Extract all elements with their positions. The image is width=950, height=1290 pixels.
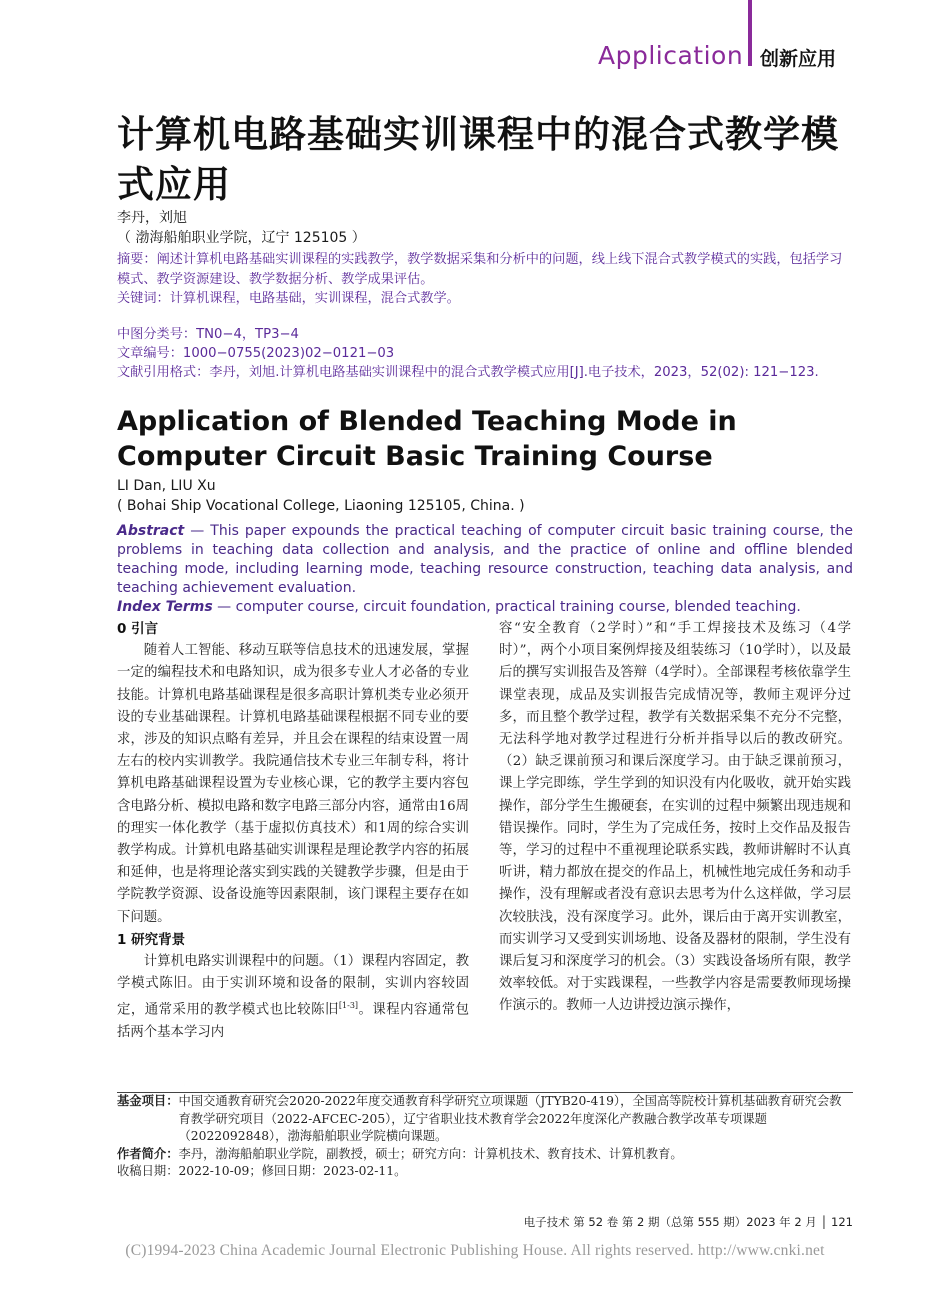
received-dates: 收稿日期：2022-10-09；修回日期：2023-02-11。 — [117, 1164, 407, 1178]
paragraph-background-text: 计算机电路实训课程中的问题。（1）课程内容固定，教学模式陈旧。由于实训环境和设备的限制，实训内容较固定，通常采用的教学模式也比较陈旧 — [117, 954, 469, 1018]
authors-cn: 李丹，刘旭 — [117, 210, 187, 226]
funding-text: 中国交通教育研究会2020-2022年度交通教育科学研究立项课题（JTYB20-419），全国高等院校计算机基础教育研究会教育教学研究项目（2022-AFCEC-205），辽宁省职业技术教育学会2022年度深化产教融合教学改革专项课题（2022092848），渤海船舶职业学院横向课题。 — [178, 1094, 842, 1143]
abstract-cn-label: 摘要： — [117, 252, 157, 267]
abstract-en-text: — This paper expounds the practical teaching of computer circuit basic training course, the problems in teaching data collection and analysis, and the practice of online and offline blended teaching mode, including learning mode, teaching resource construction, teaching data analysis, and teaching achievement evaluation. — [117, 523, 853, 596]
funding-note — [117, 1093, 853, 1146]
paragraph-continued: 容“安全教育（2学时）”和“手工焊接技术及练习（4学时）”，两个小项目案例焊接及组装练习（10学时），以及最后的撰写实训报告及答辩（4学时）。全部课程考核依靠学生课堂表现，成品及实训报告完成情况等，教师主观评分过多，而且整个教学过程，教学有关数据采集不充分不完整，无法科学地对教学过程进行分析并指导以后的教改研究。（2）缺乏课前预习和课后深度学习。由于缺乏课前预习，课上学完即练，学生学到的知识没有内化吸收，就开始实践操作，部分学生生搬硬套，在实训的过程中频繁出现违规和错误操作。同时，学生为了完成任务，按时上交作品及报告等，学习的过程中不重视理论联系实践，教师讲解时不认真听讲，精力都放在提交的作品上，机械性地完成任务和动手操作，没有理解或者没有意识去思考为什么这样做，学习层次较肤浅，没有深度学习。此外，课后由于离开实训教室，而实训学习又受到实训场地、设备及器材的限制，学生没有课后复习和深度学习的机会。（3）实践设备场所有限，教学效率较低。对于实践课程，一些教学内容是需要教师现场操作演示的。教师一人边讲授边演示操作， — [499, 621, 851, 1014]
abstract-en — [117, 522, 853, 598]
reference-marker: [1-3] — [338, 1001, 359, 1011]
paragraph-background — [117, 951, 469, 1044]
body-column-left — [117, 618, 469, 1044]
affiliation-en: ( Bohai Ship Vocational College, Liaoning 125105, China. ) — [117, 498, 525, 514]
body-column-right — [499, 618, 851, 1018]
journal-footer: 电子技术 第 52 卷 第 2 期（总第 555 期）2023 年 2 月 │ 121 — [523, 1215, 853, 1229]
section-heading-1: 1 研究背景 — [117, 931, 186, 948]
header-accent-bar — [748, 0, 752, 66]
copyright-watermark: (C)1994-2023 China Academic Journal Electronic Publishing House. All rights reserved. http://www.cnki.net — [125, 1242, 825, 1259]
author-note — [117, 1146, 853, 1164]
article-title-en: Application of Blended Teaching Mode in Computer Circuit Basic Training Course — [117, 406, 737, 472]
funding-label: 基金项目： — [117, 1094, 179, 1108]
section-heading-0: 0 引言 — [117, 621, 159, 637]
keywords-cn — [117, 289, 853, 309]
abstract-cn-text: 阐述计算机电路基础实训课程的实践教学，教学数据采集和分析中的问题，线上线下混合式教学模式的实践，包括学习模式、教学资源建设、教学数据分析、教学成果评估。 — [117, 252, 843, 287]
keywords-cn-label: 关键词： — [117, 291, 170, 306]
footnotes — [117, 1093, 853, 1181]
citation-format: 文献引用格式：李丹，刘旭.计算机电路基础实训课程中的混合式教学模式应用[J].电子技术，2023，52(02): 121−123. — [117, 365, 819, 381]
keywords-cn-text: 计算机课程，电路基础，实训课程，混合式教学。 — [169, 291, 460, 306]
index-terms-label: Index Terms — [117, 599, 213, 615]
abstract-cn — [117, 250, 853, 289]
section-label-cn: 创新应用 — [760, 48, 837, 70]
article-number: 文章编号：1000−0755(2023)02−0121−03 — [117, 346, 395, 362]
author-bio-label: 作者简介： — [117, 1146, 179, 1161]
article-meta — [117, 325, 853, 383]
article-title-cn: 计算机电路基础实训课程中的混合式教学模式应用 — [117, 113, 839, 206]
abstract-en-label: Abstract — [117, 523, 185, 539]
index-terms — [117, 598, 853, 617]
section-label-en: Application — [598, 41, 744, 70]
clc-number: 中图分类号：TN0−4，TP3−4 — [117, 327, 299, 342]
paragraph-intro: 随着人工智能、移动互联等信息技术的迅速发展，掌握一定的编程技术和电路知识，成为很多专业人才必备的专业技能。计算机电路基础课程是很多高职计算机类专业必须开设的专业基础课程。计算机电路基础课程根据不同专业的要求，涉及的知识点略有差异，并且会在课程的结束设置一周左右的校内实训教学。我院通信技术专业三年制专科，将计算机电路基础课程设置为专业核心课，它的教学主要内容包含电路分析、模拟电路和数字电路三部分内容，通常由16周的理实一体化教学（基于虚拟仿真技术）和1周的综合实训教学构成。计算机电路基础实训课程是理论教学内容的拓展和延伸，也是将理论落实到实践的关键教学步骤，但是由于学院教学资源、设备设施等因素限制，该门课程主要存在如下问题。 — [117, 643, 469, 925]
index-terms-text: — computer course, circuit foundation, practical training course, blended teaching. — [212, 599, 801, 615]
authors-en: LI Dan, LIU Xu — [117, 478, 216, 494]
author-bio-text: 李丹，渤海船舶职业学院，副教授，硕士；研究方向：计算机技术、教育技术、计算机教育。 — [178, 1146, 683, 1161]
affiliation-cn: （ 渤海船舶职业学院，辽宁 125105 ） — [117, 230, 366, 246]
paragraph-background-tail: 。课程内容通常包括两个基本学习内 — [117, 1002, 470, 1041]
